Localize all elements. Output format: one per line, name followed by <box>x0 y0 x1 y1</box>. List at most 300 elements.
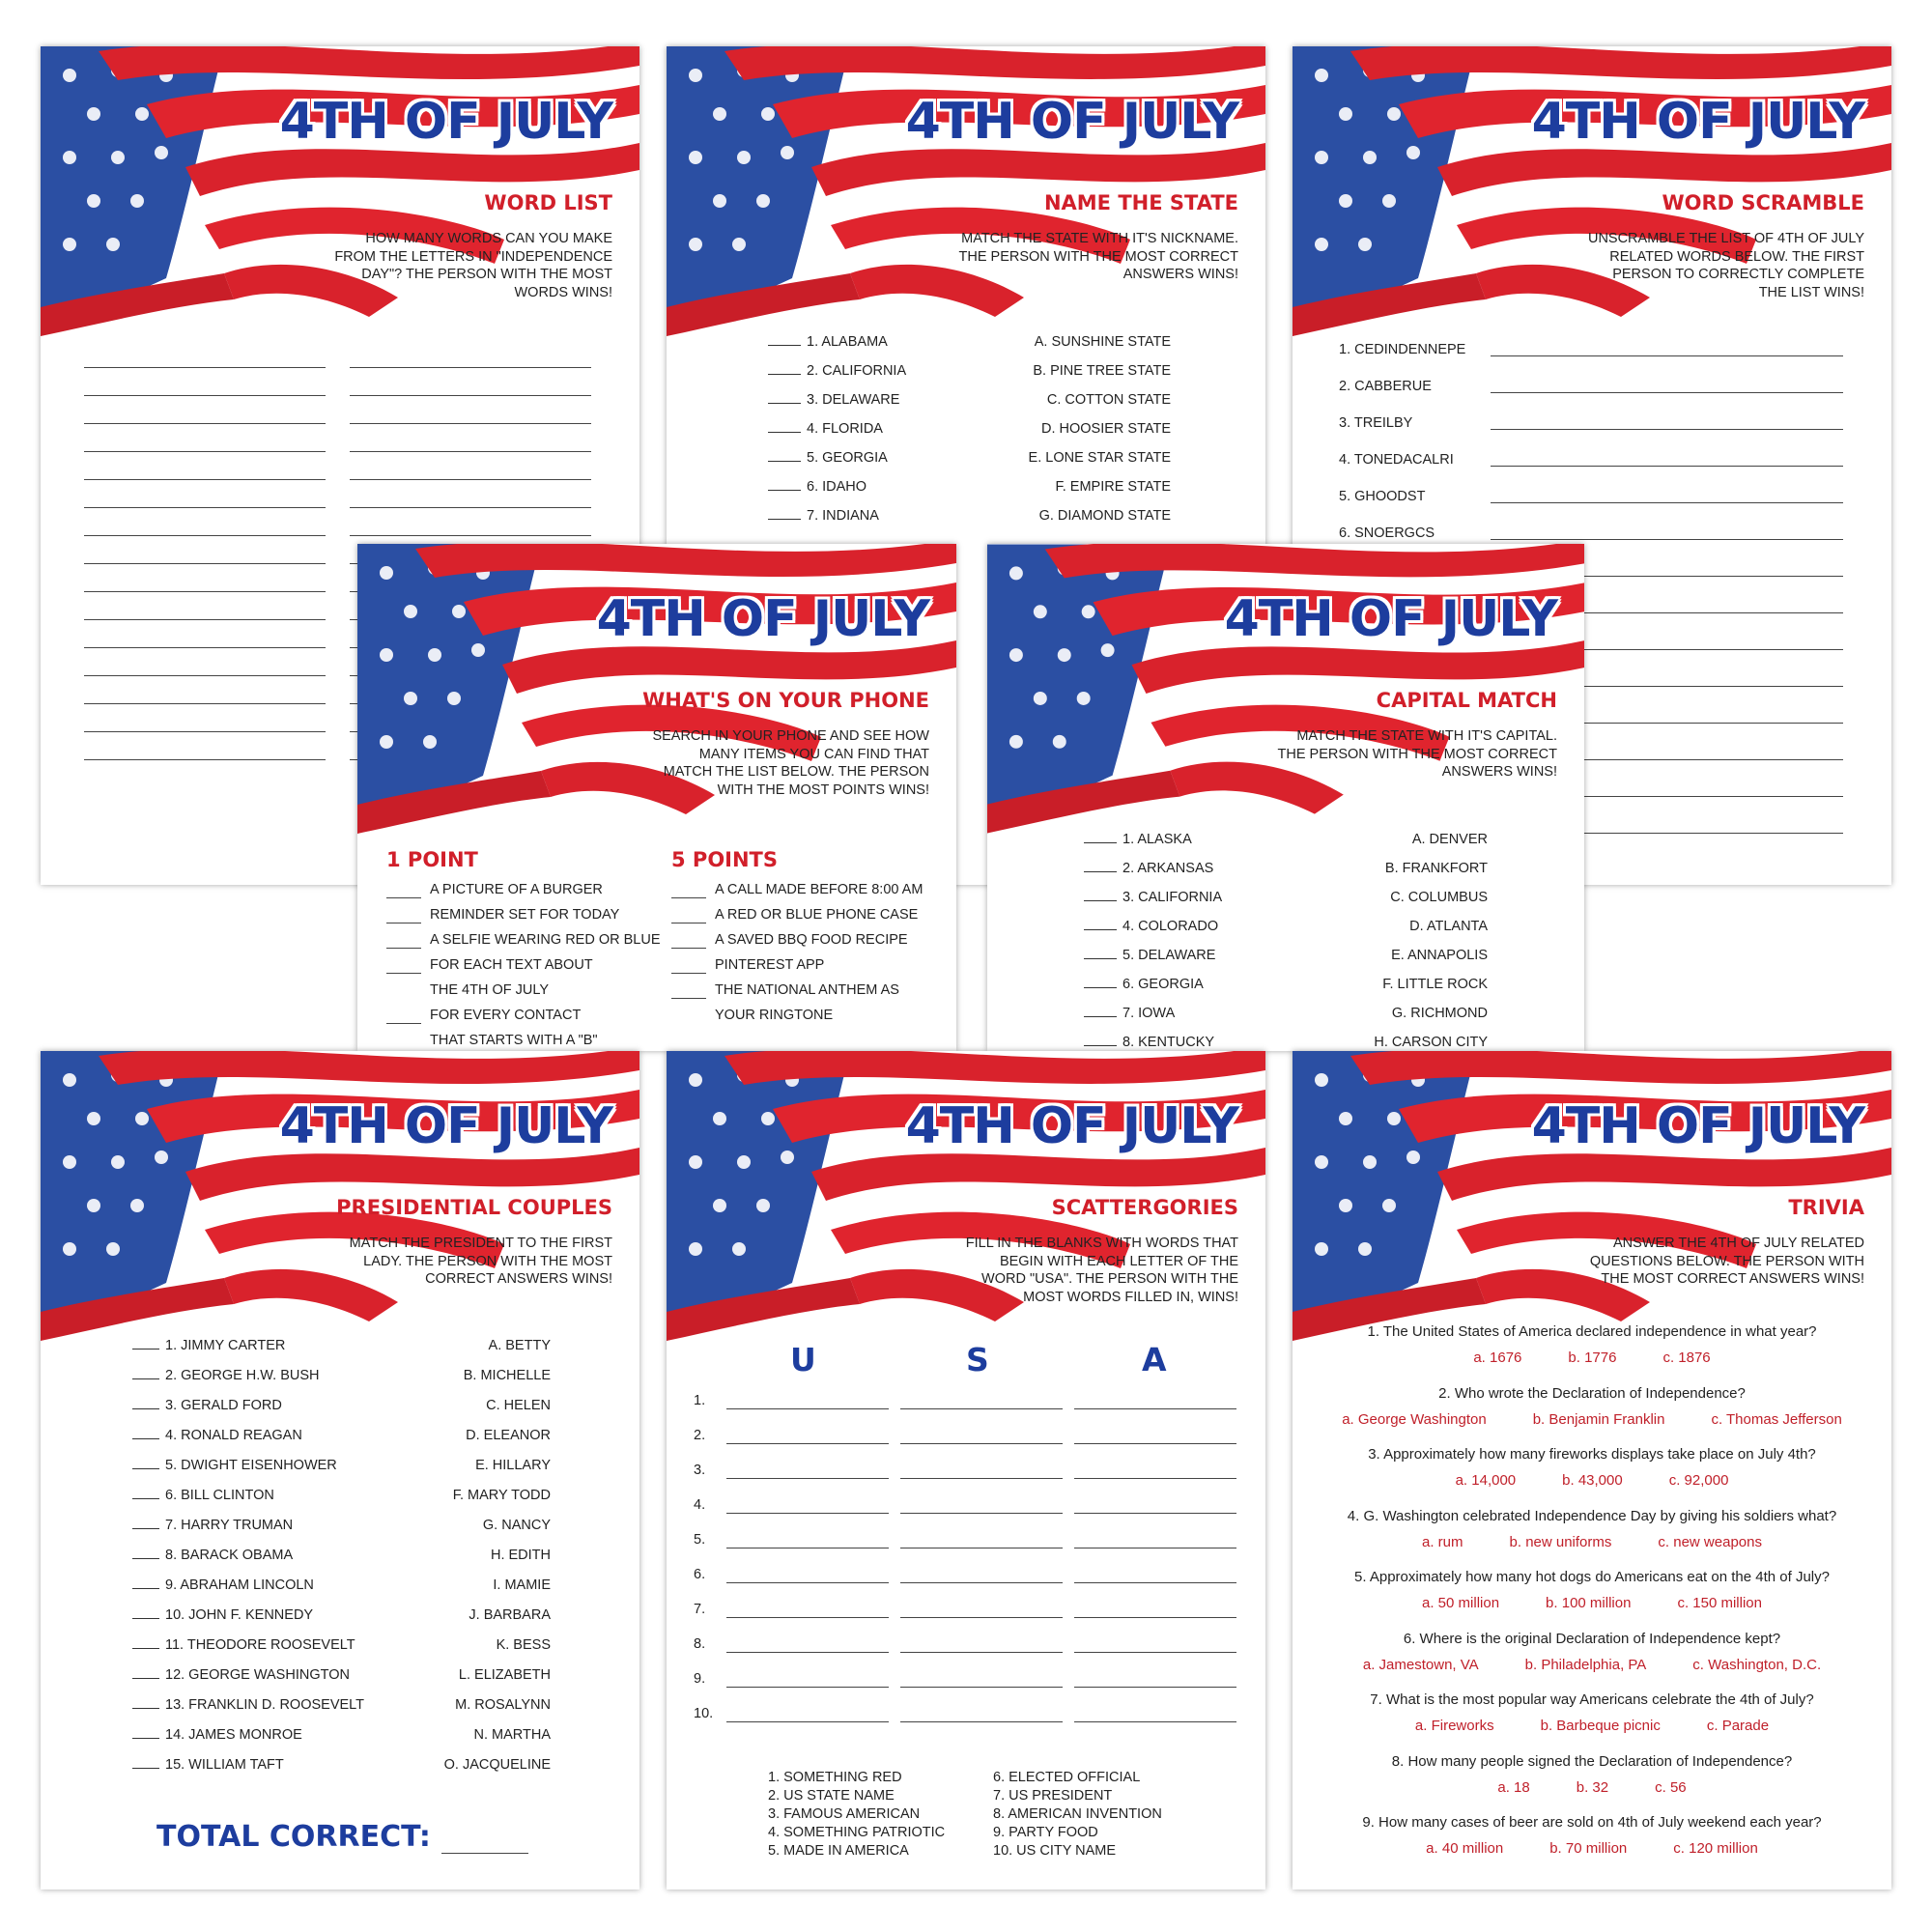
trivia-answers <box>1293 1350 1891 1366</box>
state-row <box>1084 948 1215 963</box>
president-name: 14. JAMES MONROE <box>165 1727 302 1743</box>
row-number: 7. <box>694 1602 706 1617</box>
answer-blank[interactable] <box>1084 1045 1117 1046</box>
president-name: 2. GEORGE H.W. BUSH <box>165 1368 320 1383</box>
first-lady-item: N. MARTHA <box>473 1727 551 1743</box>
answer-blank[interactable] <box>768 432 801 433</box>
scattergories-card <box>667 1051 1265 1889</box>
category-item: 8. AMERICAN INVENTION <box>993 1806 1162 1822</box>
answer-line[interactable] <box>1074 1513 1236 1514</box>
card-description: MATCH THE STATE WITH IT'S NICKNAME. THE PERSON WITH THE MOST CORRECT ANSWERS WINS! <box>958 231 1238 282</box>
answer-line[interactable] <box>900 1721 1063 1722</box>
first-lady-item: C. HELEN <box>486 1398 551 1413</box>
row-number: 10. <box>694 1706 714 1721</box>
answer-line[interactable] <box>1491 429 1843 430</box>
president-row <box>132 1398 282 1413</box>
president-name: 13. FRANKLIN D. ROOSEVELT <box>165 1697 365 1713</box>
answer-blank[interactable] <box>1084 929 1117 930</box>
answer-line[interactable] <box>84 647 326 648</box>
answer-blank[interactable] <box>1084 1016 1117 1017</box>
answer-blank[interactable] <box>132 1588 159 1589</box>
answer-line[interactable] <box>900 1478 1063 1479</box>
phone-item: A RED OR BLUE PHONE CASE <box>715 907 919 923</box>
state-name: 6. GEORGIA <box>1122 977 1204 992</box>
phone-item: THE 4TH OF JULY <box>430 982 549 998</box>
president-row <box>132 1577 314 1593</box>
state-row <box>1084 919 1218 934</box>
trivia-answer[interactable]: c. 56 <box>1655 1778 1687 1796</box>
category-item: 7. US PRESIDENT <box>993 1788 1113 1804</box>
first-lady-item: G. NANCY <box>482 1518 551 1533</box>
trivia-answer[interactable]: b. Barbeque picnic <box>1540 1718 1661 1734</box>
category-item: 6. ELECTED OFFICIAL <box>993 1770 1141 1785</box>
category-item: 9. PARTY FOOD <box>993 1825 1098 1840</box>
president-row <box>132 1548 293 1563</box>
answer-line[interactable] <box>900 1408 1063 1409</box>
card-header: 4TH OF JULY <box>905 1097 1238 1155</box>
answer-blank[interactable] <box>768 519 801 520</box>
scrambled-word: 5. GHOODST <box>1339 489 1426 504</box>
row-number: 5. <box>694 1532 706 1548</box>
answer-line[interactable] <box>350 507 591 508</box>
trivia-question: 5. Approximately how many hot dogs do Americans eat on the 4th of July? <box>1354 1569 1830 1585</box>
card-header: 4TH OF JULY <box>1531 1097 1864 1155</box>
phone-item: A SELFIE WEARING RED OR BLUE <box>430 932 661 948</box>
usa-letter: S <box>966 1341 989 1378</box>
trivia-answer[interactable]: a. 14,000 <box>1455 1472 1517 1489</box>
card-subtitle: WHAT'S ON YOUR PHONE <box>642 689 929 712</box>
trivia-answers <box>1293 1657 1891 1673</box>
state-row <box>768 508 879 524</box>
nickname-item: D. HOOSIER STATE <box>1040 421 1171 437</box>
phone-item: FOR EVERY CONTACT <box>430 1008 582 1023</box>
state-name: 5. DELAWARE <box>1122 948 1216 963</box>
answer-blank[interactable] <box>132 1408 159 1409</box>
trivia-answers <box>1293 1534 1891 1550</box>
answer-line[interactable] <box>1491 502 1843 503</box>
trivia-answer[interactable]: b. 32 <box>1576 1778 1609 1796</box>
trivia-answer[interactable]: c. 1876 <box>1662 1350 1711 1366</box>
capital-item: H. CARSON CITY <box>1374 1035 1488 1050</box>
answer-blank[interactable] <box>132 1708 159 1709</box>
card-description: ANSWER THE 4TH OF JULY RELATED QUESTIONS BELOW. THE PERSON WITH THE MOST CORRECT ANSWERS WINS! <box>1589 1236 1864 1287</box>
answer-blank[interactable] <box>132 1378 159 1379</box>
president-name: 9. ABRAHAM LINCOLN <box>165 1577 314 1593</box>
phone-item: REMINDER SET FOR TODAY <box>430 907 620 923</box>
answer-blank[interactable] <box>1084 987 1117 988</box>
president-name: 3. GERALD FORD <box>165 1398 282 1413</box>
trivia-answer[interactable]: b. new uniforms <box>1509 1533 1612 1550</box>
card-description: MATCH THE PRESIDENT TO THE FIRST LADY. THE PERSON WITH THE MOST CORRECT ANSWERS WINS! <box>349 1236 612 1287</box>
answer-blank[interactable] <box>132 1438 159 1439</box>
capital-item: C. COLUMBUS <box>1390 890 1488 905</box>
trivia-question: 6. Where is the original Declaration of Independence kept? <box>1403 1630 1781 1647</box>
trivia-question: 8. How many people signed the Declaration of Independence? <box>1391 1752 1793 1770</box>
total-correct-line[interactable] <box>441 1853 528 1854</box>
trivia-answer[interactable]: c. Washington, D.C. <box>1692 1656 1822 1673</box>
answer-line[interactable] <box>84 479 326 480</box>
answer-line[interactable] <box>350 423 591 424</box>
trivia-answers <box>1293 1840 1891 1857</box>
total-correct-label: TOTAL CORRECT: <box>156 1820 431 1854</box>
trivia-answer[interactable]: b. 43,000 <box>1562 1472 1623 1489</box>
state-name: 3. CALIFORNIA <box>1122 890 1223 905</box>
category-item: 2. US STATE NAME <box>768 1788 895 1804</box>
president-name: 6. BILL CLINTON <box>165 1488 274 1503</box>
trivia-question: 7. What is the most popular way Americans celebrate the 4th of July? <box>1370 1691 1814 1708</box>
phone-item: THE NATIONAL ANTHEM AS <box>715 982 899 998</box>
answer-blank[interactable] <box>132 1648 159 1649</box>
answer-line[interactable] <box>84 451 326 452</box>
row-number: 8. <box>694 1636 706 1652</box>
trivia-answer[interactable]: b. 100 million <box>1546 1595 1632 1611</box>
answer-line[interactable] <box>84 423 326 424</box>
answer-blank[interactable] <box>132 1768 159 1769</box>
president-row <box>132 1458 337 1473</box>
answer-line[interactable] <box>84 535 326 536</box>
phone-card <box>357 544 956 1051</box>
state-name: 7. INDIANA <box>807 508 879 524</box>
five-points-heading: 5 POINTS <box>671 848 779 871</box>
answer-blank[interactable] <box>1084 900 1117 901</box>
answer-line[interactable] <box>900 1652 1063 1653</box>
president-row <box>132 1488 274 1503</box>
answer-line[interactable] <box>84 619 326 620</box>
card-subtitle: TRIVIA <box>1788 1196 1864 1219</box>
answer-line[interactable] <box>84 675 326 676</box>
president-name: 1. JIMMY CARTER <box>165 1338 286 1353</box>
capital-item: D. ATLANTA <box>1409 919 1488 934</box>
trivia-answers <box>1293 1779 1891 1796</box>
state-name: 7. IOWA <box>1122 1006 1176 1021</box>
answer-line[interactable] <box>84 395 326 396</box>
trivia-answer[interactable]: a. Fireworks <box>1414 1718 1494 1734</box>
president-row <box>132 1368 320 1383</box>
phone-item: A SAVED BBQ FOOD RECIPE <box>715 932 908 948</box>
answer-blank[interactable] <box>132 1498 159 1499</box>
card-subtitle: SCATTERGORIES <box>1051 1196 1238 1219</box>
answer-blank[interactable] <box>671 897 706 898</box>
trivia-answer[interactable]: c. 92,000 <box>1668 1472 1729 1489</box>
answer-line[interactable] <box>84 703 326 704</box>
trivia-question: 2. Who wrote the Declaration of Independence? <box>1438 1384 1746 1402</box>
card-header: 4TH OF JULY <box>279 1097 612 1155</box>
answer-line[interactable] <box>1074 1443 1236 1444</box>
trivia-answer[interactable]: a. Jamestown, VA <box>1362 1656 1479 1673</box>
answer-blank[interactable] <box>1084 842 1117 843</box>
state-row <box>768 421 883 437</box>
trivia-answer[interactable]: b. Benjamin Franklin <box>1532 1410 1665 1428</box>
president-name: 15. WILLIAM TAFT <box>165 1757 284 1773</box>
president-row <box>132 1727 302 1743</box>
one-point-heading: 1 POINT <box>386 848 478 871</box>
phone-item: YOUR RINGTONE <box>715 1008 834 1023</box>
president-row <box>132 1757 284 1773</box>
nickname-item: E. LONE STAR STATE <box>1028 450 1171 466</box>
state-name: 2. ARKANSAS <box>1122 861 1214 876</box>
nickname-item: B. PINE TREE STATE <box>1033 363 1171 379</box>
card-header: 4TH OF JULY <box>1224 590 1557 648</box>
card-subtitle: CAPITAL MATCH <box>1376 689 1557 712</box>
trivia-answer[interactable]: a. 1676 <box>1473 1350 1522 1366</box>
answer-blank[interactable] <box>132 1558 159 1559</box>
trivia-answers <box>1293 1411 1891 1428</box>
first-lady-item: M. ROSALYNN <box>455 1697 551 1713</box>
answer-line[interactable] <box>84 759 326 760</box>
answer-line[interactable] <box>84 367 326 368</box>
usa-letter: U <box>790 1341 816 1378</box>
state-row <box>768 450 888 466</box>
row-number: 3. <box>694 1463 706 1478</box>
capital-item: F. LITTLE ROCK <box>1382 977 1488 992</box>
phone-item: THAT STARTS WITH A "B" <box>430 1033 598 1048</box>
category-item: 5. MADE IN AMERICA <box>768 1843 909 1859</box>
answer-line[interactable] <box>1074 1478 1236 1479</box>
phone-item: PINTEREST APP <box>715 957 825 973</box>
answer-blank[interactable] <box>671 948 706 949</box>
first-lady-item: I. MAMIE <box>493 1577 551 1593</box>
state-name: 4. FLORIDA <box>807 421 883 437</box>
answer-line[interactable] <box>726 1408 889 1409</box>
trivia-question: 4. G. Washington celebrated Independence Day by giving his soldiers what? <box>1347 1507 1837 1524</box>
state-row <box>1084 1035 1214 1050</box>
trivia-answer[interactable]: c. Thomas Jefferson <box>1711 1410 1842 1428</box>
president-row <box>132 1428 302 1443</box>
answer-line[interactable] <box>350 479 591 480</box>
answer-line[interactable] <box>726 1513 889 1514</box>
trivia-answer[interactable]: a. George Washington <box>1342 1410 1487 1428</box>
category-item: 3. FAMOUS AMERICAN <box>768 1806 921 1822</box>
trivia-answer[interactable]: b. 70 million <box>1549 1840 1628 1857</box>
answer-line[interactable] <box>84 507 326 508</box>
capital-item: G. RICHMOND <box>1391 1006 1488 1021</box>
category-item: 10. US CITY NAME <box>993 1843 1117 1859</box>
first-lady-item: D. ELEANOR <box>466 1428 551 1443</box>
card-description: FILL IN THE BLANKS WITH WORDS THAT BEGIN WITH EACH LETTER OF THE WORD "USA". THE PERSON WITH THE MOST WORDS FILLED IN, WINS! <box>965 1236 1238 1305</box>
card-subtitle: WORD LIST <box>484 191 612 214</box>
answer-blank[interactable] <box>132 1678 159 1679</box>
state-row <box>768 334 888 350</box>
trivia-answer[interactable]: a. 18 <box>1497 1778 1530 1796</box>
card-description: MATCH THE STATE WITH IT'S CAPITAL. THE PERSON WITH THE MOST CORRECT ANSWERS WINS! <box>1277 728 1557 780</box>
president-name: 10. JOHN F. KENNEDY <box>165 1607 314 1623</box>
state-row <box>1084 861 1213 876</box>
category-item: 4. SOMETHING PATRIOTIC <box>768 1825 946 1840</box>
capital-match-card <box>987 544 1584 1051</box>
state-row <box>1084 1006 1175 1021</box>
answer-line[interactable] <box>900 1513 1063 1514</box>
state-row <box>1084 890 1222 905</box>
answer-line[interactable] <box>350 535 591 536</box>
answer-line[interactable] <box>726 1582 889 1583</box>
phone-item: FOR EACH TEXT ABOUT <box>430 957 593 973</box>
first-lady-item: B. MICHELLE <box>463 1368 551 1383</box>
president-row <box>132 1697 364 1713</box>
trivia-answers <box>1293 1595 1891 1611</box>
row-number: 9. <box>694 1671 706 1687</box>
trivia-answer[interactable]: a. rum <box>1422 1533 1463 1550</box>
first-lady-item: E. HILLARY <box>475 1458 551 1473</box>
answer-line[interactable] <box>900 1687 1063 1688</box>
capital-item: E. ANNAPOLIS <box>1391 948 1488 963</box>
phone-item: A PICTURE OF A BURGER <box>430 882 603 897</box>
first-lady-item: A. BETTY <box>488 1338 551 1353</box>
card-description: UNSCRAMBLE THE LIST OF 4TH OF JULY RELATED WORDS BELOW. THE FIRST PERSON TO CORRECTLY COMPLETE THE LIST WINS! <box>1587 231 1864 300</box>
row-number: 2. <box>694 1428 706 1443</box>
first-lady-item: H. EDITH <box>490 1548 551 1563</box>
answer-line[interactable] <box>726 1478 889 1479</box>
scrambled-word: 4. TONEDACALRI <box>1339 452 1454 468</box>
card-subtitle: PRESIDENTIAL COUPLES <box>336 1196 612 1219</box>
answer-blank[interactable] <box>768 461 801 462</box>
answer-blank[interactable] <box>671 973 706 974</box>
answer-line[interactable] <box>726 1652 889 1653</box>
state-name: 2. CALIFORNIA <box>807 363 907 379</box>
answer-line[interactable] <box>1074 1721 1236 1722</box>
state-name: 4. COLORADO <box>1122 919 1219 934</box>
state-name: 8. KENTUCKY <box>1122 1035 1215 1050</box>
category-item: 1. SOMETHING RED <box>768 1770 902 1785</box>
answer-blank[interactable] <box>1084 871 1117 872</box>
state-row <box>1084 977 1204 992</box>
row-number: 1. <box>694 1393 706 1408</box>
card-header: 4TH OF JULY <box>1531 93 1864 151</box>
answer-line[interactable] <box>84 563 326 564</box>
answer-blank[interactable] <box>132 1528 159 1529</box>
answer-line[interactable] <box>1074 1582 1236 1583</box>
president-row <box>132 1607 313 1623</box>
answer-blank[interactable] <box>1084 958 1117 959</box>
state-row <box>1084 832 1192 847</box>
answer-line[interactable] <box>900 1582 1063 1583</box>
answer-line[interactable] <box>350 395 591 396</box>
state-name: 6. IDAHO <box>807 479 867 495</box>
card-subtitle: NAME THE STATE <box>1043 191 1238 214</box>
answer-blank[interactable] <box>386 1023 421 1024</box>
card-subtitle: WORD SCRAMBLE <box>1662 191 1864 214</box>
answer-line[interactable] <box>1491 392 1843 393</box>
answer-line[interactable] <box>726 1617 889 1618</box>
answer-blank[interactable] <box>132 1349 159 1350</box>
card-header: 4TH OF JULY <box>596 590 929 648</box>
answer-line[interactable] <box>1491 355 1843 356</box>
answer-blank[interactable] <box>768 403 801 404</box>
first-lady-item: L. ELIZABETH <box>458 1667 551 1683</box>
state-name: 5. GEORGIA <box>807 450 888 466</box>
answer-line[interactable] <box>84 731 326 732</box>
trivia-question: 3. Approximately how many fireworks displays take place on July 4th? <box>1368 1446 1816 1463</box>
card-description: SEARCH IN YOUR PHONE AND SEE HOW MANY ITEMS YOU CAN FIND THAT MATCH THE LIST BELOW. THE PERSON WITH THE MOST POINTS WINS! <box>652 728 929 798</box>
nickname-item: F. EMPIRE STATE <box>1055 479 1171 495</box>
trivia-answers <box>1293 1472 1891 1489</box>
first-lady-item: O. JACQUELINE <box>443 1757 551 1773</box>
card-description: HOW MANY WORDS CAN YOU MAKE FROM THE LETTERS IN "INDEPENDENCE DAY"? THE PERSON WITH THE MOST WORDS WINS! <box>334 231 612 300</box>
first-lady-item: J. BARBARA <box>469 1607 551 1623</box>
answer-blank[interactable] <box>386 948 421 949</box>
president-name: 11. THEODORE ROOSEVELT <box>165 1637 355 1653</box>
trivia-question: 9. How many cases of beer are sold on 4th of July weekend each year? <box>1362 1814 1822 1831</box>
answer-line[interactable] <box>1491 539 1843 540</box>
capital-item: A. DENVER <box>1411 832 1488 847</box>
state-name: 1. ALASKA <box>1122 832 1192 847</box>
state-row <box>768 392 899 408</box>
president-name: 5. DWIGHT EISENHOWER <box>165 1458 337 1473</box>
scrambled-word: 2. CABBERUE <box>1339 379 1432 394</box>
answer-line[interactable] <box>350 367 591 368</box>
answer-line[interactable] <box>1074 1652 1236 1653</box>
answer-blank[interactable] <box>132 1468 159 1469</box>
answer-line[interactable] <box>1074 1408 1236 1409</box>
trivia-answer[interactable]: a. 50 million <box>1422 1595 1500 1611</box>
answer-line[interactable] <box>1491 466 1843 467</box>
answer-line[interactable] <box>726 1721 889 1722</box>
state-name: 3. DELAWARE <box>807 392 900 408</box>
first-lady-item: F. MARY TODD <box>452 1488 551 1503</box>
president-row <box>132 1338 285 1353</box>
trivia-answer[interactable]: c. 120 million <box>1673 1840 1758 1857</box>
answer-blank[interactable] <box>768 345 801 346</box>
president-row <box>132 1637 355 1653</box>
answer-line[interactable] <box>726 1443 889 1444</box>
first-lady-item: K. BESS <box>496 1637 551 1653</box>
trivia-answer[interactable]: b. Philadelphia, PA <box>1524 1656 1647 1673</box>
president-name: 8. BARACK OBAMA <box>165 1548 294 1563</box>
trivia-answer[interactable]: a. 40 million <box>1426 1840 1504 1857</box>
answer-line[interactable] <box>900 1443 1063 1444</box>
answer-blank[interactable] <box>768 374 801 375</box>
presidential-couples-card <box>41 1051 639 1889</box>
scrambled-word: 6. SNOERGCS <box>1339 526 1435 541</box>
answer-line[interactable] <box>1074 1617 1236 1618</box>
trivia-answer[interactable]: c. Parade <box>1706 1718 1770 1734</box>
nickname-item: C. COTTON STATE <box>1046 392 1171 408</box>
answer-line[interactable] <box>726 1687 889 1688</box>
answer-blank[interactable] <box>386 897 421 898</box>
answer-blank[interactable] <box>132 1618 159 1619</box>
state-row <box>768 479 867 495</box>
trivia-answers <box>1293 1718 1891 1734</box>
president-name: 12. GEORGE WASHINGTON <box>165 1667 350 1683</box>
row-number: 4. <box>694 1497 706 1513</box>
row-number: 6. <box>694 1567 706 1582</box>
trivia-card <box>1293 1051 1891 1889</box>
scrambled-word: 1. CEDINDENNEPE <box>1339 342 1466 357</box>
phone-item: A CALL MADE BEFORE 8:00 AM <box>715 882 923 897</box>
trivia-answer[interactable]: c. 150 million <box>1677 1595 1762 1611</box>
nickname-item: A. SUNSHINE STATE <box>1034 334 1171 350</box>
capital-item: B. FRANKFORT <box>1384 861 1488 876</box>
president-row <box>132 1667 350 1683</box>
answer-line[interactable] <box>900 1617 1063 1618</box>
card-header: 4TH OF JULY <box>279 93 612 151</box>
answer-blank[interactable] <box>386 973 421 974</box>
state-name: 1. ALABAMA <box>807 334 888 350</box>
president-row <box>132 1518 293 1533</box>
answer-line[interactable] <box>350 451 591 452</box>
answer-line[interactable] <box>1074 1687 1236 1688</box>
nickname-item: G. DIAMOND STATE <box>1038 508 1171 524</box>
scrambled-word: 3. TREILBY <box>1339 415 1413 431</box>
trivia-answer[interactable]: b. 1776 <box>1568 1350 1617 1366</box>
trivia-answer[interactable]: c. new weapons <box>1658 1533 1762 1550</box>
answer-blank[interactable] <box>671 998 706 999</box>
trivia-question: 1. The United States of America declared independence in what year? <box>1367 1323 1817 1340</box>
answer-blank[interactable] <box>768 490 801 491</box>
state-row <box>768 363 906 379</box>
usa-letter: A <box>1142 1341 1167 1378</box>
answer-line[interactable] <box>84 591 326 592</box>
answer-blank[interactable] <box>132 1738 159 1739</box>
